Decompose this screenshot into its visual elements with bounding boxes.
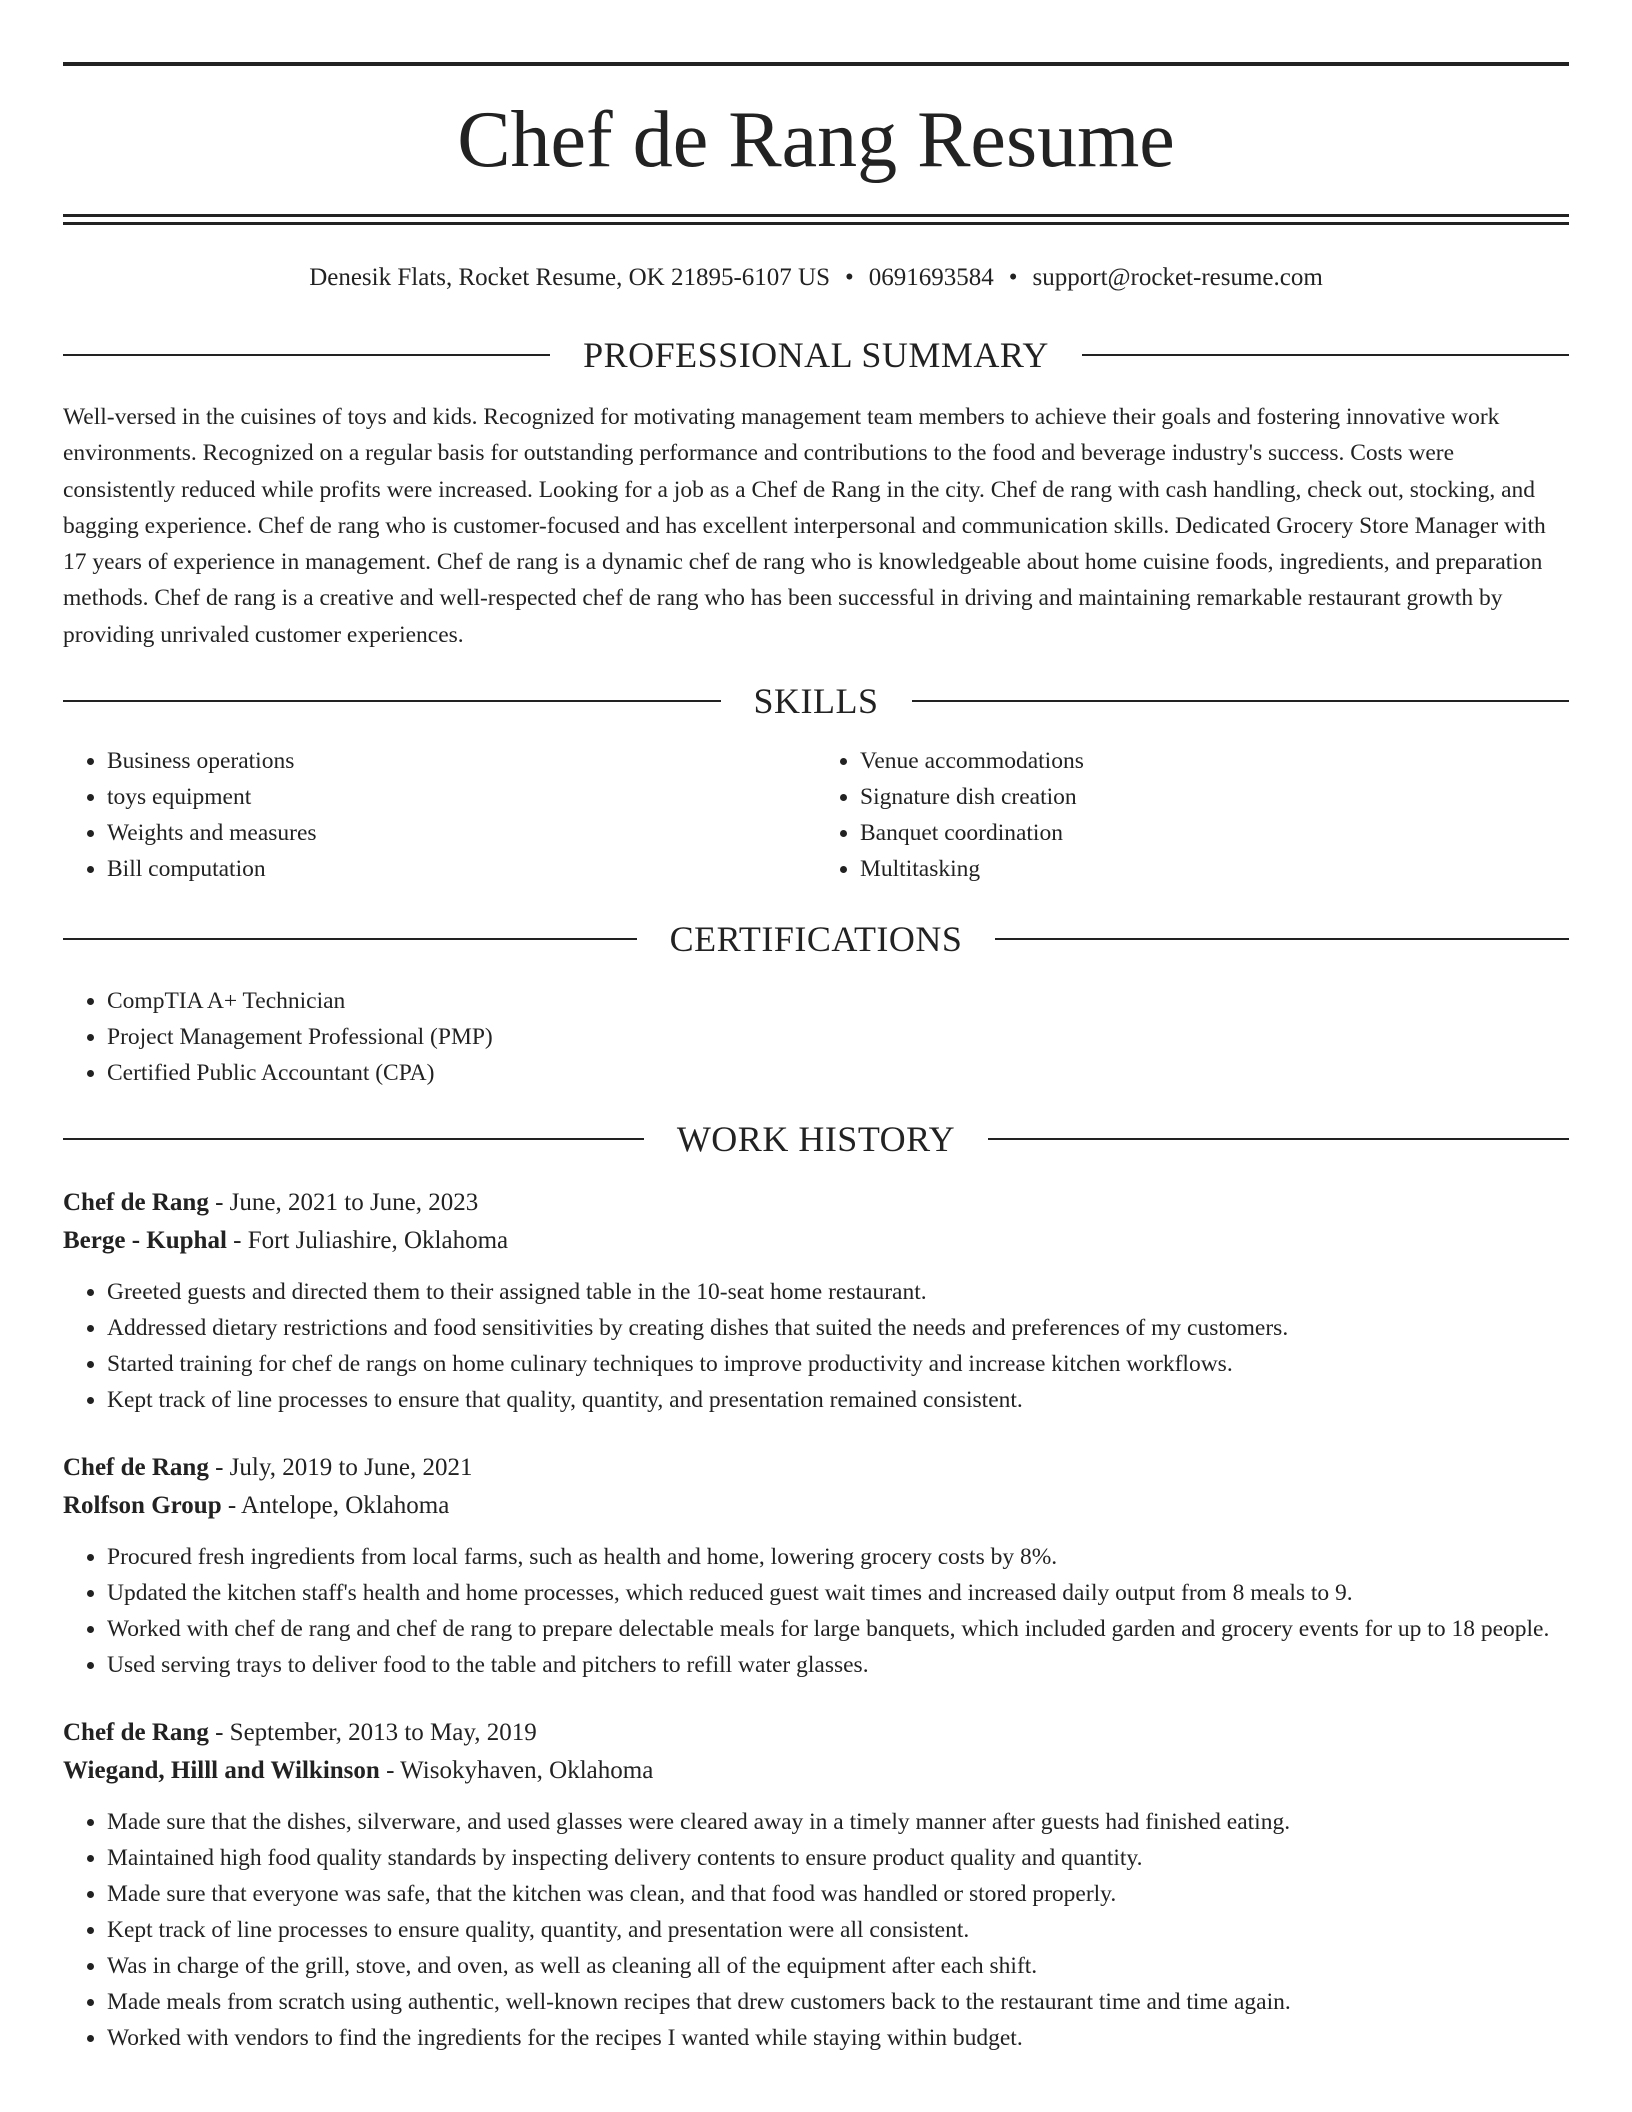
list-item: • Venue accommodations	[860, 743, 1569, 779]
heading-rule-right	[1082, 354, 1569, 356]
list-item: • Certified Public Accountant (CPA)	[107, 1055, 1569, 1091]
summary-heading	[63, 337, 1569, 373]
list-item: • Updated the kitchen staff's health and home processes, which reduced guest wait times and increased daily output from 8 meals to 9.	[107, 1575, 1569, 1611]
list-item: • Made sure that the dishes, silverware, and used glasses were cleared away in a timely manner after guests had finished eating.	[107, 1804, 1569, 1840]
skills-column-right	[816, 743, 1569, 887]
job-company: Berge - Kuphal	[63, 1227, 227, 1255]
list-item: • Made meals from scratch using authentic, well-known recipes that drew customers back to the restaurant time and time again.	[107, 1984, 1569, 2020]
job-company: Wiegand, Hilll and Wilkinson	[63, 1757, 380, 1785]
contact-line	[63, 263, 1569, 293]
certifications-list	[63, 983, 1569, 1091]
job-company: Rolfson Group	[63, 1492, 222, 1520]
list-item: • Weights and measures	[107, 815, 816, 851]
certifications-heading-label: CERTIFICATIONS	[669, 919, 963, 960]
skills-heading	[63, 681, 1569, 722]
certifications-heading	[63, 919, 1569, 960]
skills-heading-label: SKILLS	[753, 681, 879, 722]
job-company-line	[63, 1487, 1569, 1525]
list-item: • Banquet coordination	[860, 815, 1569, 851]
summary-text: Well-versed in the cuisines of toys and kids. Recognized for motivating management team members to achieve their goals and fostering innovative work environments. Recognized on a regular basis for outstanding performance and contributions to the food and beverage industry's success. Costs were consistently reduced while profits were increased. Looking for a job as a Chef de Rang in the city. Chef de rang with cash handling, check out, stocking, and bagging experience. Chef de rang who is customer-focused and has excellent interpersonal and communication skills. Dedicated Grocery Store Manager with 17 years of experience in management. Chef de rang is a dynamic chef de rang who is knowledgeable about home cuisine foods, ingredients, and preparation methods. Chef de rang is a creative and well-respected chef de rang who has been successful in driving and maintaining remarkable restaurant growth by providing unrivaled customer experiences.	[63, 404, 1546, 648]
job-entry	[63, 1714, 1569, 2056]
list-item: • Project Management Professional (PMP)	[107, 1019, 1569, 1055]
contact-phone: 0691693584	[868, 264, 994, 291]
heading-rule-left	[63, 354, 550, 356]
job-bullets	[63, 1539, 1569, 1683]
list-item: • Kept track of line processes to ensure that quality, quantity, and presentation remained consistent.	[107, 1382, 1569, 1418]
list-item: • Kept track of line processes to ensure quality, quantity, and presentation were all consistent.	[107, 1912, 1569, 1948]
list-item: • toys equipment	[107, 779, 816, 815]
heading-rule-left	[63, 938, 637, 940]
top-rule	[63, 62, 1569, 66]
job-title-line	[63, 1449, 1569, 1487]
job-entry	[63, 1449, 1569, 1683]
skills-column-left	[63, 743, 816, 887]
list-item: • Business operations	[107, 743, 816, 779]
job-title-line	[63, 1184, 1569, 1222]
title-double-rule	[63, 214, 1569, 225]
skills-list	[63, 743, 1569, 887]
job-company-line	[63, 1222, 1569, 1260]
work-history-heading-label: WORK HISTORY	[676, 1119, 956, 1160]
job-role: Chef de Rang	[63, 1189, 209, 1217]
contact-email: support@rocket-resume.com	[1032, 264, 1323, 291]
list-item: • Signature dish creation	[860, 779, 1569, 815]
job-role: Chef de Rang	[63, 1454, 209, 1482]
job-role: Chef de Rang	[63, 1719, 209, 1747]
job-dates: - July, 2019 to June, 2021	[208, 1454, 473, 1482]
job-location: - Fort Juliashire, Oklahoma	[226, 1227, 509, 1255]
list-item: • Worked with chef de rang and chef de rang to prepare delectable meals for large banquets, which included garden and grocery events for up to 18 people.	[107, 1611, 1569, 1647]
heading-rule-right	[995, 938, 1569, 940]
heading-rule-right	[988, 1138, 1569, 1140]
job-bullets	[63, 1274, 1569, 1418]
job-entry	[63, 1184, 1569, 1418]
contact-address: Denesik Flats, Rocket Resume, OK 21895-6107 US	[309, 264, 830, 291]
heading-rule-right	[912, 700, 1570, 702]
list-item: • Procured fresh ingredients from local farms, such as health and home, lowering grocery costs by 8%.	[107, 1539, 1569, 1575]
job-location: - Antelope, Oklahoma	[221, 1492, 450, 1520]
list-item: • Was in charge of the grill, stove, and oven, as well as cleaning all of the equipment after each shift.	[107, 1948, 1569, 1984]
list-item: • CompTIA A+ Technician	[107, 983, 1569, 1019]
contact-separator: •	[844, 264, 854, 291]
job-title-line	[63, 1714, 1569, 1752]
resume-title: Chef de Rang Resume	[457, 96, 1175, 184]
heading-rule-left	[63, 700, 721, 702]
list-item: • Multitasking	[860, 851, 1569, 887]
list-item: • Made sure that everyone was safe, that the kitchen was clean, and that food was handled or stored properly.	[107, 1876, 1569, 1912]
list-item: • Addressed dietary restrictions and food sensitivities by creating dishes that suited the needs and preferences of my customers.	[107, 1310, 1569, 1346]
job-dates: - September, 2013 to May, 2019	[208, 1719, 537, 1747]
summary-heading-label: PROFESSIONAL SUMMARY	[583, 335, 1049, 375]
job-company-line	[63, 1752, 1569, 1790]
list-item: • Greeted guests and directed them to their assigned table in the 10-seat home restaurant.	[107, 1274, 1569, 1310]
list-item: • Started training for chef de rangs on home culinary techniques to improve productivity and increase kitchen workflows.	[107, 1346, 1569, 1382]
heading-rule-left	[63, 1138, 644, 1140]
job-dates: - June, 2021 to June, 2023	[208, 1189, 479, 1217]
list-item: • Used serving trays to deliver food to the table and pitchers to refill water glasses.	[107, 1647, 1569, 1683]
job-location: - Wisokyhaven, Oklahoma	[379, 1757, 654, 1785]
list-item: • Worked with vendors to find the ingredients for the recipes I wanted while staying within budget.	[107, 2020, 1569, 2056]
list-item: • Bill computation	[107, 851, 816, 887]
list-item: • Maintained high food quality standards by inspecting delivery contents to ensure product quality and quantity.	[107, 1840, 1569, 1876]
job-bullets	[63, 1804, 1569, 2056]
contact-separator: •	[1008, 264, 1018, 291]
work-history-heading	[63, 1119, 1569, 1160]
